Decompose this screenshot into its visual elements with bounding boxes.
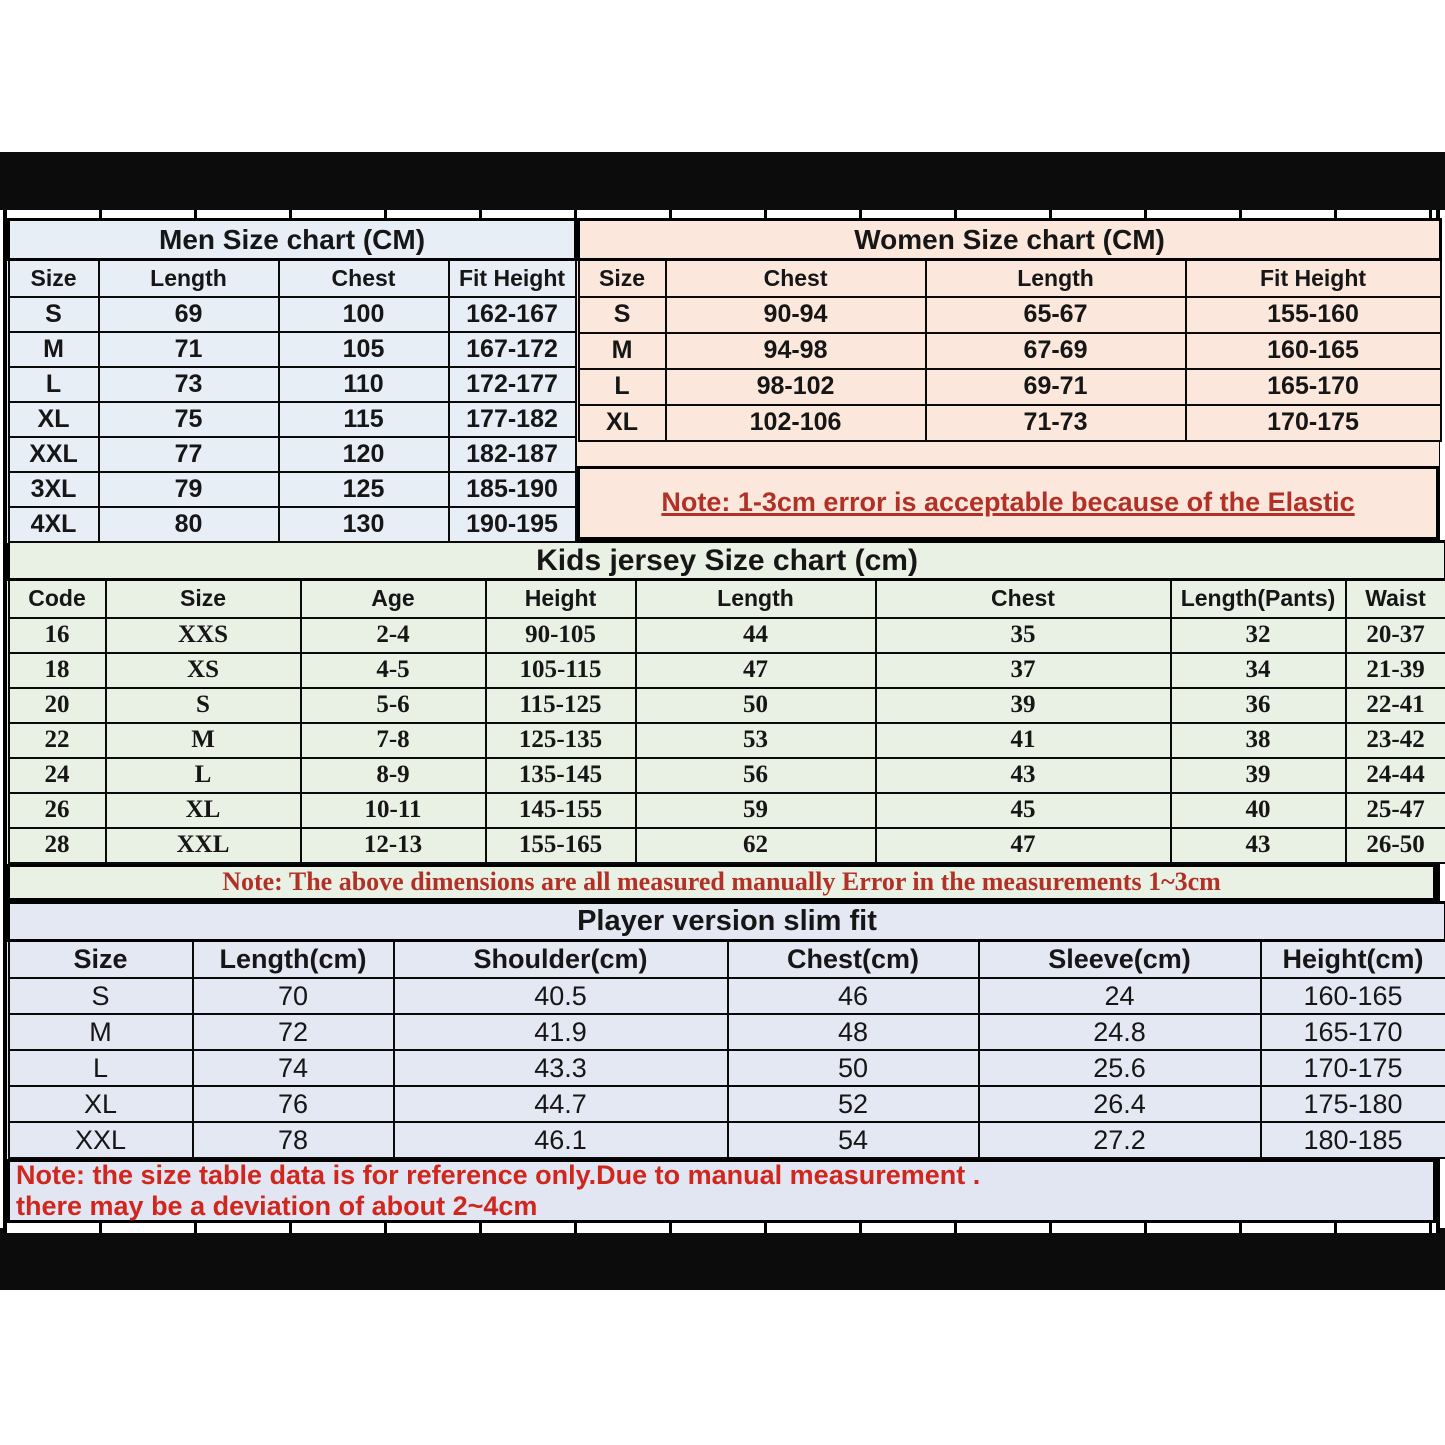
column-header: Height(cm) (1261, 940, 1445, 978)
cell: 8-9 (301, 758, 486, 793)
cell: 26 (9, 793, 106, 828)
column-header: Length(cm) (193, 940, 394, 978)
women-size-block (577, 218, 1439, 540)
cell: 54 (728, 1122, 979, 1158)
men-table-title: Men Size chart (CM) (9, 220, 576, 260)
cell: 155-160 (1186, 297, 1441, 333)
table-row (9, 297, 576, 332)
cell: 44 (636, 618, 876, 653)
cell: 74 (193, 1050, 394, 1086)
table-row (9, 793, 1445, 828)
cell: 120 (279, 437, 449, 472)
cell: 125 (279, 472, 449, 507)
women-table-title-row (579, 220, 1441, 260)
cell: S (9, 297, 99, 332)
cell: 36 (1171, 688, 1346, 723)
kids-size-table (7, 540, 1445, 864)
player-version-table (7, 901, 1445, 1160)
column-header: Height (486, 580, 636, 618)
cell: XXL (9, 1122, 193, 1158)
cell: XL (106, 793, 301, 828)
cell: 34 (1171, 653, 1346, 688)
cell: 7-8 (301, 723, 486, 758)
cell: 172-177 (449, 367, 576, 402)
women-empty-strip (577, 442, 1439, 466)
cell: 16 (9, 618, 106, 653)
kids-table-body (9, 618, 1445, 863)
column-header: Waist (1346, 580, 1445, 618)
cell: 24.8 (979, 1014, 1261, 1050)
player-table-header-row (9, 940, 1445, 978)
column-header: Code (9, 580, 106, 618)
column-header: Fit Height (1186, 260, 1441, 297)
column-header: Size (9, 940, 193, 978)
cell: 165-170 (1261, 1014, 1445, 1050)
cell: XL (9, 1086, 193, 1122)
cell: 110 (279, 367, 449, 402)
cell: 100 (279, 297, 449, 332)
cell: 39 (876, 688, 1171, 723)
cell: 4XL (9, 507, 99, 542)
cell: 115-125 (486, 688, 636, 723)
cell: 52 (728, 1086, 979, 1122)
kids-table-title-row (9, 542, 1445, 580)
reference-only-note (7, 1159, 1436, 1223)
cell: 72 (193, 1014, 394, 1050)
table-row (9, 618, 1445, 653)
table-row (9, 723, 1445, 758)
cell: M (9, 332, 99, 367)
table-row (579, 333, 1441, 369)
column-header: Sleeve(cm) (979, 940, 1261, 978)
table-row (9, 402, 576, 437)
cell: 135-145 (486, 758, 636, 793)
cell: 177-182 (449, 402, 576, 437)
cell: 115 (279, 402, 449, 437)
table-row (9, 828, 1445, 863)
cell: 5-6 (301, 688, 486, 723)
table-row (9, 978, 1445, 1014)
column-header: Chest (876, 580, 1171, 618)
cell: 94-98 (666, 333, 926, 369)
cell: 170-175 (1186, 405, 1441, 441)
column-header: Length (926, 260, 1186, 297)
cell: 50 (636, 688, 876, 723)
men-women-tables-row (7, 218, 1436, 540)
cell: 35 (876, 618, 1171, 653)
cell: 165-170 (1186, 369, 1441, 405)
cell: 25-47 (1346, 793, 1445, 828)
cell: 59 (636, 793, 876, 828)
cell: 43.3 (394, 1050, 728, 1086)
cell: 162-167 (449, 297, 576, 332)
cell: 39 (1171, 758, 1346, 793)
women-table-title: Women Size chart (CM) (579, 220, 1441, 260)
cell: 41.9 (394, 1014, 728, 1050)
table-row (9, 1050, 1445, 1086)
cell: 44.7 (394, 1086, 728, 1122)
cell: 62 (636, 828, 876, 863)
cell: 155-165 (486, 828, 636, 863)
column-header: Fit Height (449, 260, 576, 297)
cell: 18 (9, 653, 106, 688)
cell: L (9, 1050, 193, 1086)
size-chart-content (3, 210, 1440, 1233)
men-table-title-row (9, 220, 576, 260)
reference-note-line1: Note: the size table data is for reference only.Due to manual measurement . (16, 1160, 981, 1190)
cell: 3XL (9, 472, 99, 507)
cell: XXL (106, 828, 301, 863)
cell: 98-102 (666, 369, 926, 405)
cell: 80 (99, 507, 279, 542)
cell: 71 (99, 332, 279, 367)
cell: 12-13 (301, 828, 486, 863)
cell: 20-37 (1346, 618, 1445, 653)
table-row (9, 688, 1445, 723)
cell: L (106, 758, 301, 793)
men-table-header-row (9, 260, 576, 297)
cell: 48 (728, 1014, 979, 1050)
cell: 20 (9, 688, 106, 723)
table-row (9, 437, 576, 472)
top-cell-tick-strip (7, 210, 1436, 218)
column-header: Shoulder(cm) (394, 940, 728, 978)
cell: 24 (9, 758, 106, 793)
bottom-black-bar (0, 1228, 1445, 1290)
cell: 32 (1171, 618, 1346, 653)
cell: XXL (9, 437, 99, 472)
table-row (9, 1014, 1445, 1050)
women-size-table (577, 218, 1442, 442)
column-header: Size (9, 260, 99, 297)
table-row (9, 367, 576, 402)
cell: 130 (279, 507, 449, 542)
cell: 40.5 (394, 978, 728, 1014)
cell: 75 (99, 402, 279, 437)
column-header: Length(Pants) (1171, 580, 1346, 618)
cell: 22 (9, 723, 106, 758)
table-row (9, 472, 576, 507)
column-header: Chest (279, 260, 449, 297)
cell: 45 (876, 793, 1171, 828)
cell: 28 (9, 828, 106, 863)
table-row (9, 1122, 1445, 1158)
cell: 90-94 (666, 297, 926, 333)
column-header: Age (301, 580, 486, 618)
cell: 37 (876, 653, 1171, 688)
cell: 26.4 (979, 1086, 1261, 1122)
reference-note-line2: there may be a deviation of about 2~4cm (16, 1191, 538, 1221)
column-header: Chest (666, 260, 926, 297)
table-row (579, 405, 1441, 441)
kids-table-header-row (9, 580, 1445, 618)
cell: 53 (636, 723, 876, 758)
cell: XL (579, 405, 666, 441)
table-row (9, 1086, 1445, 1122)
cell: L (579, 369, 666, 405)
cell: 43 (876, 758, 1171, 793)
column-header: Size (106, 580, 301, 618)
cell: 41 (876, 723, 1171, 758)
bottom-cell-tick-strip (7, 1223, 1436, 1233)
cell: 24 (979, 978, 1261, 1014)
cell: 38 (1171, 723, 1346, 758)
cell: 4-5 (301, 653, 486, 688)
cell: M (579, 333, 666, 369)
cell: 182-187 (449, 437, 576, 472)
cell: S (9, 978, 193, 1014)
cell: 56 (636, 758, 876, 793)
men-size-table (7, 218, 577, 543)
cell: 71-73 (926, 405, 1186, 441)
column-header: Size (579, 260, 666, 297)
women-elastic-note: Note: 1-3cm error is acceptable because of the Elastic (577, 466, 1439, 541)
cell: M (9, 1014, 193, 1050)
women-table-body (579, 297, 1441, 441)
cell: 160-165 (1186, 333, 1441, 369)
column-header: Length (99, 260, 279, 297)
cell: S (579, 297, 666, 333)
cell: XS (106, 653, 301, 688)
top-black-bar (0, 152, 1445, 210)
cell: 185-190 (449, 472, 576, 507)
kids-measurement-note: Note: The above dimensions are all measured manually Error in the measurements 1~3cm (7, 864, 1436, 901)
cell: 105 (279, 332, 449, 367)
cell: 78 (193, 1122, 394, 1158)
cell: 145-155 (486, 793, 636, 828)
cell: 26-50 (1346, 828, 1445, 863)
cell: 24-44 (1346, 758, 1445, 793)
cell: 70 (193, 978, 394, 1014)
player-table-title-row (9, 902, 1445, 940)
cell: 69-71 (926, 369, 1186, 405)
cell: 40 (1171, 793, 1346, 828)
kids-table-title: Kids jersey Size chart (cm) (9, 542, 1445, 580)
cell: 90-105 (486, 618, 636, 653)
cell: XL (9, 402, 99, 437)
cell: 47 (876, 828, 1171, 863)
cell: 160-165 (1261, 978, 1445, 1014)
cell: 27.2 (979, 1122, 1261, 1158)
cell: 46 (728, 978, 979, 1014)
cell: 46.1 (394, 1122, 728, 1158)
cell: 21-39 (1346, 653, 1445, 688)
cell: 77 (99, 437, 279, 472)
player-table-body (9, 978, 1445, 1158)
table-row (9, 507, 576, 542)
column-header: Length (636, 580, 876, 618)
men-table-body (9, 297, 576, 542)
cell: 69 (99, 297, 279, 332)
cell: 102-106 (666, 405, 926, 441)
column-header: Chest(cm) (728, 940, 979, 978)
player-table-title: Player version slim fit (9, 902, 1445, 940)
cell: S (106, 688, 301, 723)
cell: 175-180 (1261, 1086, 1445, 1122)
table-row (9, 653, 1445, 688)
table-row (579, 297, 1441, 333)
table-row (579, 369, 1441, 405)
cell: 65-67 (926, 297, 1186, 333)
cell: 50 (728, 1050, 979, 1086)
cell: 22-41 (1346, 688, 1445, 723)
cell: 10-11 (301, 793, 486, 828)
cell: 105-115 (486, 653, 636, 688)
cell: 167-172 (449, 332, 576, 367)
cell: 23-42 (1346, 723, 1445, 758)
cell: 180-185 (1261, 1122, 1445, 1158)
cell: 2-4 (301, 618, 486, 653)
cell: 25.6 (979, 1050, 1261, 1086)
cell: 76 (193, 1086, 394, 1122)
cell: 170-175 (1261, 1050, 1445, 1086)
cell: XXS (106, 618, 301, 653)
cell: 43 (1171, 828, 1346, 863)
cell: L (9, 367, 99, 402)
cell: 79 (99, 472, 279, 507)
cell: 47 (636, 653, 876, 688)
women-table-header-row (579, 260, 1441, 297)
cell: 67-69 (926, 333, 1186, 369)
table-row (9, 758, 1445, 793)
cell: 73 (99, 367, 279, 402)
cell: M (106, 723, 301, 758)
table-row (9, 332, 576, 367)
cell: 190-195 (449, 507, 576, 542)
cell: 125-135 (486, 723, 636, 758)
